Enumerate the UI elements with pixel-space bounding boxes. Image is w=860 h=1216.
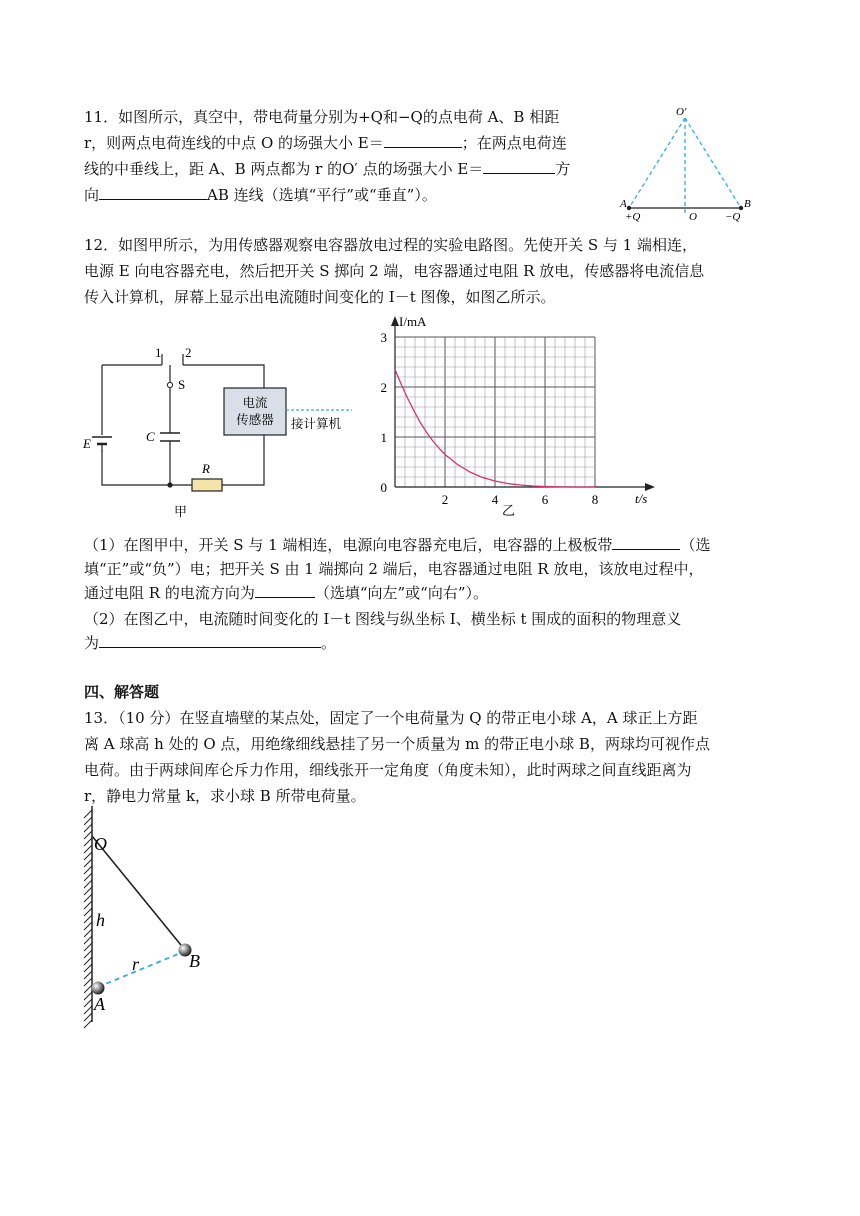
terminal-1-label: 1 [155,345,162,360]
hatch-line [84,852,92,860]
hatch-line [84,838,92,846]
computer-label: 接计算机 [291,416,342,431]
capacitor-label: C [146,429,155,444]
q13-line2: 离 A 球高 h 处的 O 点，用绝缘细线悬挂了另一个质量为 m 的带正电小球 B，两球均可视作点 [84,735,710,753]
hatch-line [84,1013,92,1021]
sensor-label-1: 电流 [242,395,268,410]
label-plus-q: +Q [625,211,641,223]
hatch-line [84,943,92,951]
label-a: A [620,198,627,210]
x-axis-label: t/s [635,491,648,506]
hatch-line [84,915,92,923]
label-b: B [744,198,751,210]
dashed-line-ab [98,952,183,987]
hatch-line [84,1020,92,1028]
hatch-line [84,985,92,993]
resistor-label: R [202,461,210,476]
hatch-line [84,824,92,832]
ball-a [92,982,105,995]
hatch-line [84,873,92,881]
q12-blank-1[interactable] [612,534,680,550]
q11-line3: 线的中垂线上，距 A、B 两点都为 r 的O′ 点的场强大小 E＝ 方 [84,160,571,178]
x-tick-label: 8 [591,492,599,507]
battery-label: E [83,436,91,451]
label-a-ball: A [94,994,105,1014]
dashed-line-ob [685,118,741,208]
y-axis-label: I/mA [399,314,427,329]
q11-triangle-figure [612,100,762,225]
y-tick-label: 3 [380,330,387,345]
switch-label: S [178,377,186,392]
q12-blank-3[interactable] [99,632,321,648]
hatch-line [84,992,92,1000]
q12-blank-2[interactable] [255,582,315,598]
charge-b [739,206,743,210]
hatch-line [84,887,92,895]
x-axis-arrow [645,483,655,491]
hatch-line [84,845,92,853]
y-tick-label: 0 [380,480,387,495]
q12-sub1-line2: 填“正”或“负”）电；把开关 S 由 1 端掷向 2 端后，电容器通过电阻 R 放电，该放电过程中， [84,560,704,578]
hatch-line [84,880,92,888]
hatch-line [84,929,92,937]
hatch-line [84,922,92,930]
q12-line2: 电源 E 向电容器充电，然后把开关 S 掷向 2 端，电容器通过电阻 R 放电，传感器将电流信息 [84,262,705,280]
q12-sub2-line1: （2）在图乙中，电流随时间变化的 I－t 图线与纵坐标 I、横坐标 t 围成的面积的物理意义 [84,610,682,628]
sensor-label-2: 传感器 [236,412,274,427]
q12-sub1-line3: 通过电阻 R 的电流方向为 （选填“向左”或“向右”）。 [84,584,489,602]
hatch-line [84,859,92,867]
label-b-ball: B [189,951,200,971]
label-h: h [96,910,105,930]
switch-pivot [167,382,172,387]
q11-blank-3[interactable] [99,184,207,200]
dashed-line-oa [629,118,685,208]
label-o-prime: O′ [676,106,687,118]
q13-line4: r，静电力常量 k，求小球 B 所带电荷量。 [84,787,366,805]
y-tick-label: 1 [380,430,387,445]
q11-line2: r，则两点电荷连线的中点 O 的场强大小 E＝ ；在两点电荷连 [84,134,567,152]
label-r: r [132,954,140,974]
hatch-line [84,908,92,916]
q12-sub1-line1: （1）在图甲中，开关 S 与 1 端相连，电源向电容器充电后，电容器的上极板带 （选 [84,536,711,554]
chart-caption: 乙 [502,504,516,519]
hatch-line [84,978,92,986]
label-o-point: O [94,834,107,854]
label-o: O [689,211,697,223]
y-axis-arrow [391,316,399,326]
hatch-line [84,964,92,972]
x-tick-label: 4 [491,492,499,507]
hatch-line [84,950,92,958]
hatch-line [84,866,92,874]
label-minus-q: −Q [725,211,741,223]
x-tick-label: 2 [441,492,449,507]
hatch-line [84,1006,92,1014]
hatch-line [84,936,92,944]
hatch-line [84,901,92,909]
q13-line1: 13．（10 分）在竖直墙壁的某点处，固定了一个电荷量为 Q 的带正电小球 A，A 球正上方距 [84,709,698,727]
hatch-line [84,810,92,818]
hatch-line [84,957,92,965]
resistor [192,479,222,491]
q11-blank-2[interactable] [483,158,555,174]
q12-circuit-figure [78,340,368,525]
q11-line1: 11．如图所示，真空中，带电荷量分别为+Q和−Q的点电荷 A、B 相距 [84,108,560,126]
q12-current-time-chart [365,312,675,520]
y-tick-label: 2 [380,380,387,395]
q13-line3: 电荷。由于两球间库仑斥力作用，细线张开一定角度（角度未知），此时两球之间直线距离为 [84,761,692,779]
section-heading: 四、解答题 [84,683,160,701]
wall-hatching [84,810,92,1028]
junction-dot [167,482,172,487]
q11-line4: 向 AB 连线（选填“平行”或“垂直”）。 [84,186,437,204]
q13-pendulum-figure [70,800,230,1035]
hatch-line [84,971,92,979]
hatch-line [84,817,92,825]
q12-line1: 12．如图甲所示，为用传感器观察电容器放电过程的实验电路图。先使开关 S 与 1 端相连， [84,236,697,254]
terminal-2-label: 2 [185,345,192,360]
x-tick-label: 6 [541,492,549,507]
q12-line3: 传入计算机，屏幕上显示出电流随时间变化的 I－t 图像，如图乙所示。 [84,288,556,306]
hatch-line [84,831,92,839]
q11-blank-1[interactable] [384,132,462,148]
charge-a [627,206,631,210]
q12-sub2-line2: 为 。 [84,634,337,652]
hatch-line [84,894,92,902]
hatch-line [84,999,92,1007]
circuit-caption: 甲 [174,505,188,520]
